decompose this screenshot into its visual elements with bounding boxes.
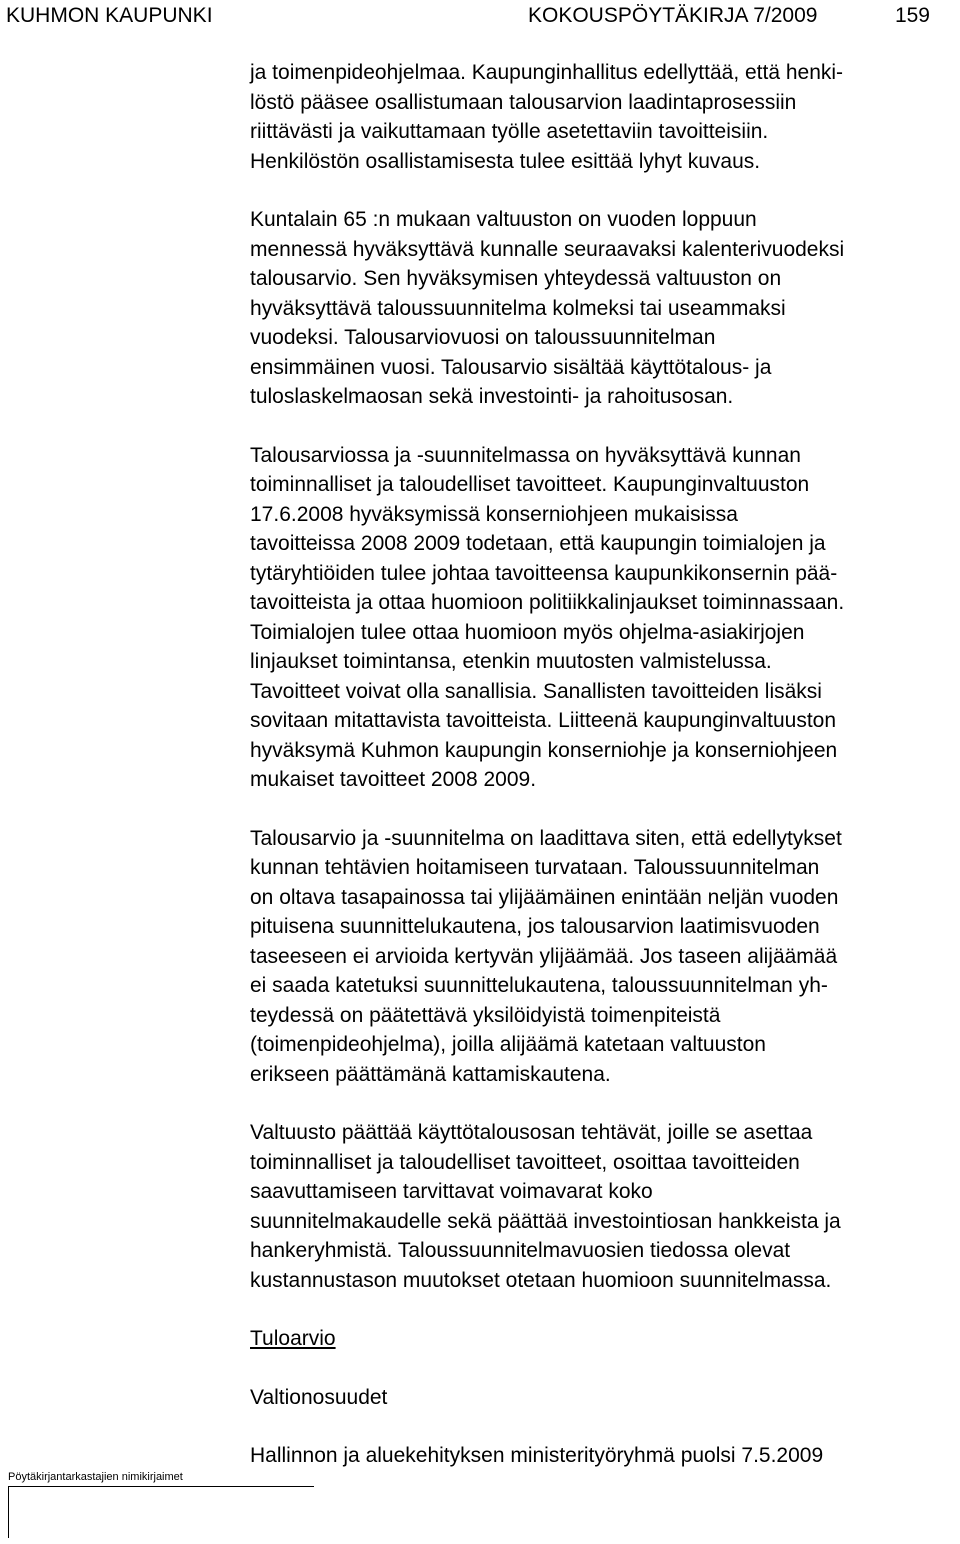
paragraph-2: Kuntalain 65 :n mukaan valtuuston on vuoden loppuun mennessä hyväksyttävä kunnalle seuraavaksi kalenterivuodeksi talousarvio. Sen hyväksymisen yhteydessä valtuuston on hyväksyttävä taloussuunnitelma kolmeksi tai useammaksi vuodeksi. Talousarviovuosi on taloussuunnitelman ensimmäinen vuosi. Talousarvio sisältää käyttötalous- ja tuloslaskelmaosan sekä investointi- ja rahoitusosan.	[250, 208, 845, 408]
final-line: Hallinnon ja aluekehityksen ministerityöryhmä puolsi 7.5.2009	[250, 1444, 824, 1467]
signature-box-left-line	[8, 1486, 9, 1538]
page-number: 159	[894, 4, 930, 27]
page-header	[6, 2, 930, 30]
organization-name: KUHMON KAUPUNKI	[6, 4, 213, 27]
paragraph-4: Talousarvio ja -suunnitelma on laadittava siten, että edellytykset kunnan tehtävien hoitamiseen turvataan. Taloussuunnitelman on oltava tasapainossa tai ylijäämäinen enintään neljän vuoden pituisena suunnittelukautena, jos talousarvion laatimisvuoden taseeseen ei arvioida kertyvän ylijäämää. Jos taseen alijäämää ei saada katetuksi suunnittelukautena, taloussuunnitelman yh- teydessä on päätettävä yksilöidyistä toimenpiteistä (toimenpideohjelma), joilla alijäämä katetaan valtuuston erikseen päättämänä kattamiskautena.	[250, 826, 842, 1086]
paragraph-5: Valtuusto päättää käyttötalousosan tehtävät, joille se asettaa toiminnalliset ja taloudelliset tavoitteet, osoittaa tavoitteiden saavuttamiseen tarvittavat voimavarat koko suunnitelmakaudelle sekä päättää investointiosan hankkeista ja hankeryhmistä. Taloussuunnitelmavuosien tiedossa olevat kustannustason muutokset otetaan huomioon suunnitelmassa.	[250, 1121, 841, 1292]
document-body	[250, 58, 960, 1471]
signature-box-top-line	[8, 1486, 314, 1487]
document-title: KOKOUSPÖYTÄKIRJA 7/2009	[528, 4, 818, 27]
paragraph-3: Talousarviossa ja -suunnitelmassa on hyväksyttävä kunnan toiminnalliset ja taloudelliset tavoitteet. Kaupunginvaltuuston 17.6.2008 hyväksymissä konserniohjeen mukaisissa tavoitteissa 2008 2009 todetaan, että kaupungin toimialojen ja tytäryhtiöiden tulee johtaa tavoitteensa kaupunkikonsernin pää- tavoitteista ja ottaa huomioon politiikkalinjaukset toiminnassaan. Toimialojen tulee ottaa huomioon myös ohjelma-asiakirjojen linjaukset toimintansa, etenkin muutosten valmistelussa. Tavoitteet voivat olla sanallisia. Sanallisten tavoitteiden lisäksi sovitaan mitattavista tavoitteista. Liitteenä kaupunginvaltuuston hyväksymä Kuhmon kaupungin konserniohje ja konserniohjeen mukaiset tavoitteet 2008 2009.	[250, 443, 845, 791]
heading-valtionosuudet: Valtionosuudet	[250, 1385, 388, 1409]
signatures-label: Pöytäkirjantarkastajien nimikirjaimet	[8, 1471, 183, 1483]
heading-tuloarvio: Tuloarvio	[250, 1327, 336, 1350]
paragraph-1: ja toimenpideohjelmaa. Kaupunginhallitus edellyttää, että henki- löstö pääsee osallistumaan talousarvion laadintaprosessiin riittävästi ja vaikuttamaan työlle asetettaviin tavoitteisiin. Henkilöstön osallistamisesta tulee esittää lyhyt kuvaus.	[250, 61, 844, 173]
